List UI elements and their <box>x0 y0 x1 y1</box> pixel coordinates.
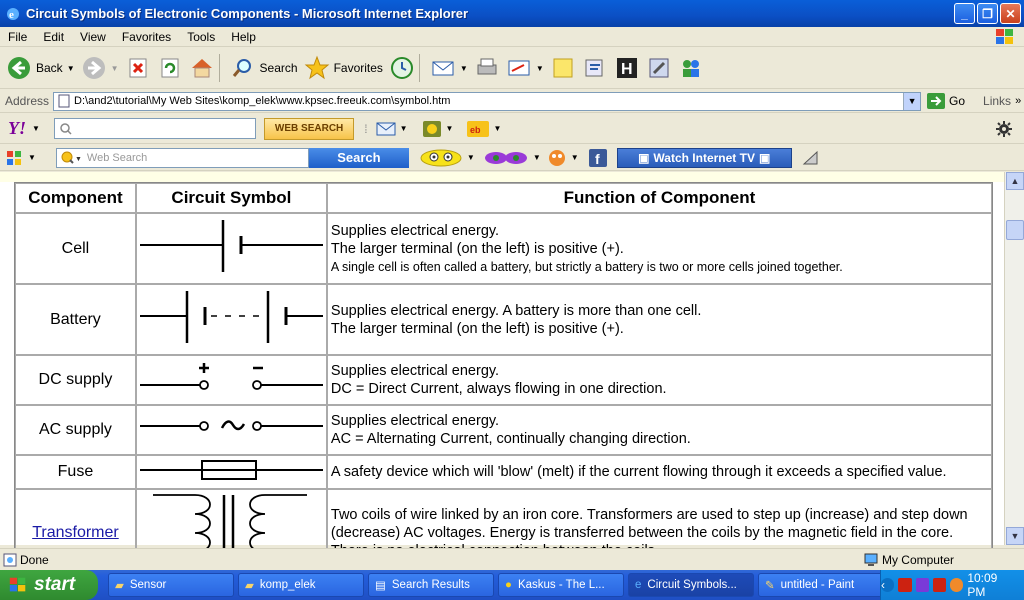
internet-explorer-icon: e <box>635 579 642 591</box>
mail-icon <box>430 55 456 81</box>
svg-text:H: H <box>620 61 633 78</box>
search-icon <box>230 55 256 81</box>
star-icon <box>304 55 330 81</box>
zone-label: My Computer <box>881 552 954 567</box>
scroll-down-icon[interactable]: ▼ <box>1006 527 1024 545</box>
security-zone <box>864 553 954 567</box>
clock[interactable]: 10:09 PM <box>967 571 998 599</box>
gear-icon[interactable] <box>996 121 1012 137</box>
forward-button[interactable]: ▼ <box>81 55 119 81</box>
go-arrow-icon <box>927 93 945 109</box>
fuse-symbol <box>136 455 327 489</box>
scroll-thumb[interactable] <box>1006 220 1024 240</box>
search-label: Search <box>259 61 298 75</box>
links-button[interactable]: Links <box>983 94 1012 108</box>
go-button[interactable] <box>927 93 965 109</box>
standard-toolbar <box>0 48 1024 89</box>
menu-help[interactable]: Help <box>231 29 256 44</box>
component-name: Fuse <box>15 455 136 489</box>
table-row <box>15 284 992 355</box>
table-header-row <box>15 183 992 213</box>
web-search-placeholder: Web Search <box>86 151 148 164</box>
note-icon <box>550 55 576 81</box>
start-button[interactable] <box>0 570 98 600</box>
yahoo-logo[interactable]: Y! <box>8 118 26 138</box>
address-label: Address <box>5 94 50 108</box>
h-button[interactable] <box>614 55 640 81</box>
forward-arrow-icon <box>81 55 107 81</box>
people-button[interactable] <box>678 55 704 81</box>
windows-flag-icon <box>8 576 28 594</box>
yahoo-mail-icon[interactable] <box>376 121 396 137</box>
go-label: Go <box>949 94 966 108</box>
ac-supply-symbol <box>136 405 327 455</box>
minimize-button[interactable]: _ <box>954 3 975 24</box>
component-function: Supplies electrical energy. AC = Alternating Current, continually changing direction. <box>327 405 992 455</box>
system-tray <box>880 570 1024 600</box>
tv-icon: ▣ <box>638 150 650 165</box>
chrome-icon: ● <box>505 579 512 591</box>
component-name: Cell <box>15 213 136 284</box>
magnifier-icon <box>59 122 73 136</box>
tray-arrow-icon[interactable]: ‹ <box>881 578 894 592</box>
header-component: Component <box>15 183 136 213</box>
notes-button[interactable] <box>550 55 576 81</box>
refresh-icon <box>157 55 183 81</box>
close-button[interactable]: ✕ <box>1000 3 1021 24</box>
history-icon <box>389 55 415 81</box>
table-row <box>15 455 992 489</box>
eraser-icon[interactable] <box>802 149 820 167</box>
home-button[interactable] <box>189 55 215 81</box>
web-search-button[interactable]: WEB SEARCH <box>264 118 354 140</box>
search-toolbar: ▼ ▼ Web Search Search ▼ ▼ ▼ f ▣ Watch Internet TV ▣ <box>0 145 1024 171</box>
svg-text:e: e <box>9 8 14 21</box>
page-done-icon <box>3 553 17 567</box>
research-icon <box>582 55 608 81</box>
window-title: Circuit Symbols of Electronic Components - Microsoft Internet Explorer <box>26 6 469 21</box>
status-bar <box>0 548 1024 570</box>
tray-app-icon[interactable] <box>916 578 929 592</box>
search-results-icon: ▤ <box>375 580 386 592</box>
component-name: Battery <box>15 284 136 355</box>
home-icon <box>189 55 215 81</box>
page-content <box>0 172 1004 545</box>
tv-icon-right: ▣ <box>758 150 771 165</box>
ebay-icon[interactable] <box>467 121 489 137</box>
people-icon <box>678 55 704 81</box>
menu-favorites[interactable]: Favorites <box>121 29 172 44</box>
component-function: A safety device which will 'blow' (melt) if the current flowing through it exceeds a specified value. <box>327 455 992 489</box>
back-label: Back <box>36 61 63 75</box>
yahoo-messenger-icon[interactable] <box>422 120 442 138</box>
transformer-link[interactable]: Transformer <box>32 523 119 541</box>
tray-clock-icon[interactable] <box>950 578 963 592</box>
task-kaskus[interactable]: ● Kaskus - The L... <box>498 573 624 597</box>
menu-view[interactable]: View <box>80 29 106 44</box>
links-chevron-icon[interactable]: » <box>1015 95 1022 107</box>
table-row <box>15 213 992 284</box>
tools-icon <box>646 55 672 81</box>
address-bar <box>0 90 1024 113</box>
header-function: Function of Component <box>327 183 992 213</box>
print-button[interactable] <box>474 55 500 81</box>
smiley-emoticon-icon[interactable] <box>419 148 463 168</box>
tray-antivirus-icon[interactable] <box>933 578 946 592</box>
menu-bar <box>0 27 1024 47</box>
window-title-bar[interactable] <box>0 0 1024 27</box>
toolbar-grip-icon[interactable]: ⁞ <box>364 121 368 136</box>
stop-button[interactable] <box>125 55 151 81</box>
task-komp-elek[interactable]: ▰ komp_elek <box>238 573 364 597</box>
back-button[interactable] <box>6 55 75 81</box>
header-circuit-symbol: Circuit Symbol <box>136 183 327 213</box>
task-sensor[interactable]: ▰ Sensor <box>108 573 234 597</box>
tray-acrobat-icon[interactable] <box>898 578 911 592</box>
task-search-results[interactable]: ▤ Search Results <box>368 573 494 597</box>
task-paint[interactable]: ✎ untitled - Paint <box>758 573 884 597</box>
menu-tools[interactable]: Tools <box>187 29 216 44</box>
address-url: D:\and2\tutorial\My Web Sites\komp_elek\www.kpsec.freeuk.com\symbol.htm <box>74 95 451 107</box>
folder-icon: ▰ <box>245 580 254 592</box>
h-logo-icon <box>614 55 640 81</box>
edit-page-icon <box>506 55 532 81</box>
watch-internet-tv-button[interactable] <box>617 148 792 168</box>
dc-supply-symbol <box>136 355 327 405</box>
printer-icon <box>474 55 500 81</box>
component-function: Two coils of wire linked by an iron core. Transformers are used to step up (increase) and step down (decrease) AC voltages. Energy is transferred between the coils by the magnetic field in the core. <box>327 489 992 576</box>
internet-explorer-icon <box>5 6 21 22</box>
component-function: Supplies electrical energy. A battery is more than one cell. The larger terminal (on the left) is positive (+). <box>327 284 992 355</box>
component-function: Supplies electrical energy. The larger terminal (on the left) is positive (+). A single cell is often called a battery, but strictly a battery is two or more cells joined together. <box>327 213 992 284</box>
status-text: Done <box>20 552 49 567</box>
messenger-button[interactable] <box>582 55 608 81</box>
refresh-button[interactable] <box>157 55 183 81</box>
table-row <box>15 405 992 455</box>
computer-icon <box>864 553 878 567</box>
favorites-button[interactable] <box>304 55 383 81</box>
page-icon <box>57 94 71 108</box>
component-function: Supplies electrical energy. DC = Direct Current, always flowing in one direction. <box>327 355 992 405</box>
menu-edit[interactable]: Edit <box>43 29 65 44</box>
search-button[interactable] <box>230 55 298 81</box>
start-label: start <box>34 574 76 595</box>
history-button[interactable] <box>389 55 415 81</box>
mail-button[interactable]: ▼ <box>430 55 468 81</box>
facebook-icon[interactable] <box>589 149 607 167</box>
table-row <box>15 355 992 405</box>
folder-icon: ▰ <box>115 580 124 592</box>
battery-symbol <box>136 284 327 355</box>
taskbar <box>0 570 1024 600</box>
component-name: DC supply <box>15 355 136 405</box>
watch-tv-label: Watch Internet TV <box>653 150 755 165</box>
vertical-scrollbar[interactable] <box>1004 172 1024 545</box>
apps-grid-icon[interactable] <box>6 150 22 166</box>
web-search-input[interactable] <box>56 148 309 168</box>
eyes-icon[interactable] <box>483 148 529 168</box>
task-circuit-symbols[interactable]: e Circuit Symbols... <box>628 573 754 597</box>
yahoo-toolbar: Y! ▼ WEB SEARCH ⁞ ▼ ▼ eb ▼ <box>0 114 1024 144</box>
svg-text:eb: eb <box>470 124 481 135</box>
address-input[interactable] <box>53 92 921 111</box>
tools-button[interactable] <box>646 55 672 81</box>
windows-logo-icon <box>994 28 1016 46</box>
edit-button[interactable]: ▼ <box>506 55 544 81</box>
svg-text:▼: ▼ <box>74 155 82 163</box>
paint-icon: ✎ <box>765 580 775 592</box>
component-name: AC supply <box>15 405 136 455</box>
favorites-label: Favorites <box>333 61 383 75</box>
search-engine-icon[interactable] <box>59 150 83 166</box>
yahoo-dropdown-icon[interactable]: ▼ <box>32 124 40 133</box>
search-submit-button[interactable]: Search <box>309 148 409 168</box>
back-arrow-icon <box>6 55 32 81</box>
scroll-up-icon[interactable]: ▲ <box>1006 172 1024 190</box>
maximize-button[interactable]: ❐ <box>977 3 998 24</box>
cell-symbol <box>136 213 327 284</box>
component-table <box>14 182 993 577</box>
address-dropdown-icon[interactable]: ▼ <box>903 93 920 110</box>
stop-icon <box>125 55 151 81</box>
cartoon-face-icon[interactable] <box>547 148 567 168</box>
svg-text:f: f <box>594 150 600 167</box>
back-dropdown-icon[interactable]: ▼ <box>66 63 75 73</box>
menu-file[interactable]: File <box>8 29 28 44</box>
yahoo-search-input[interactable] <box>54 118 256 139</box>
